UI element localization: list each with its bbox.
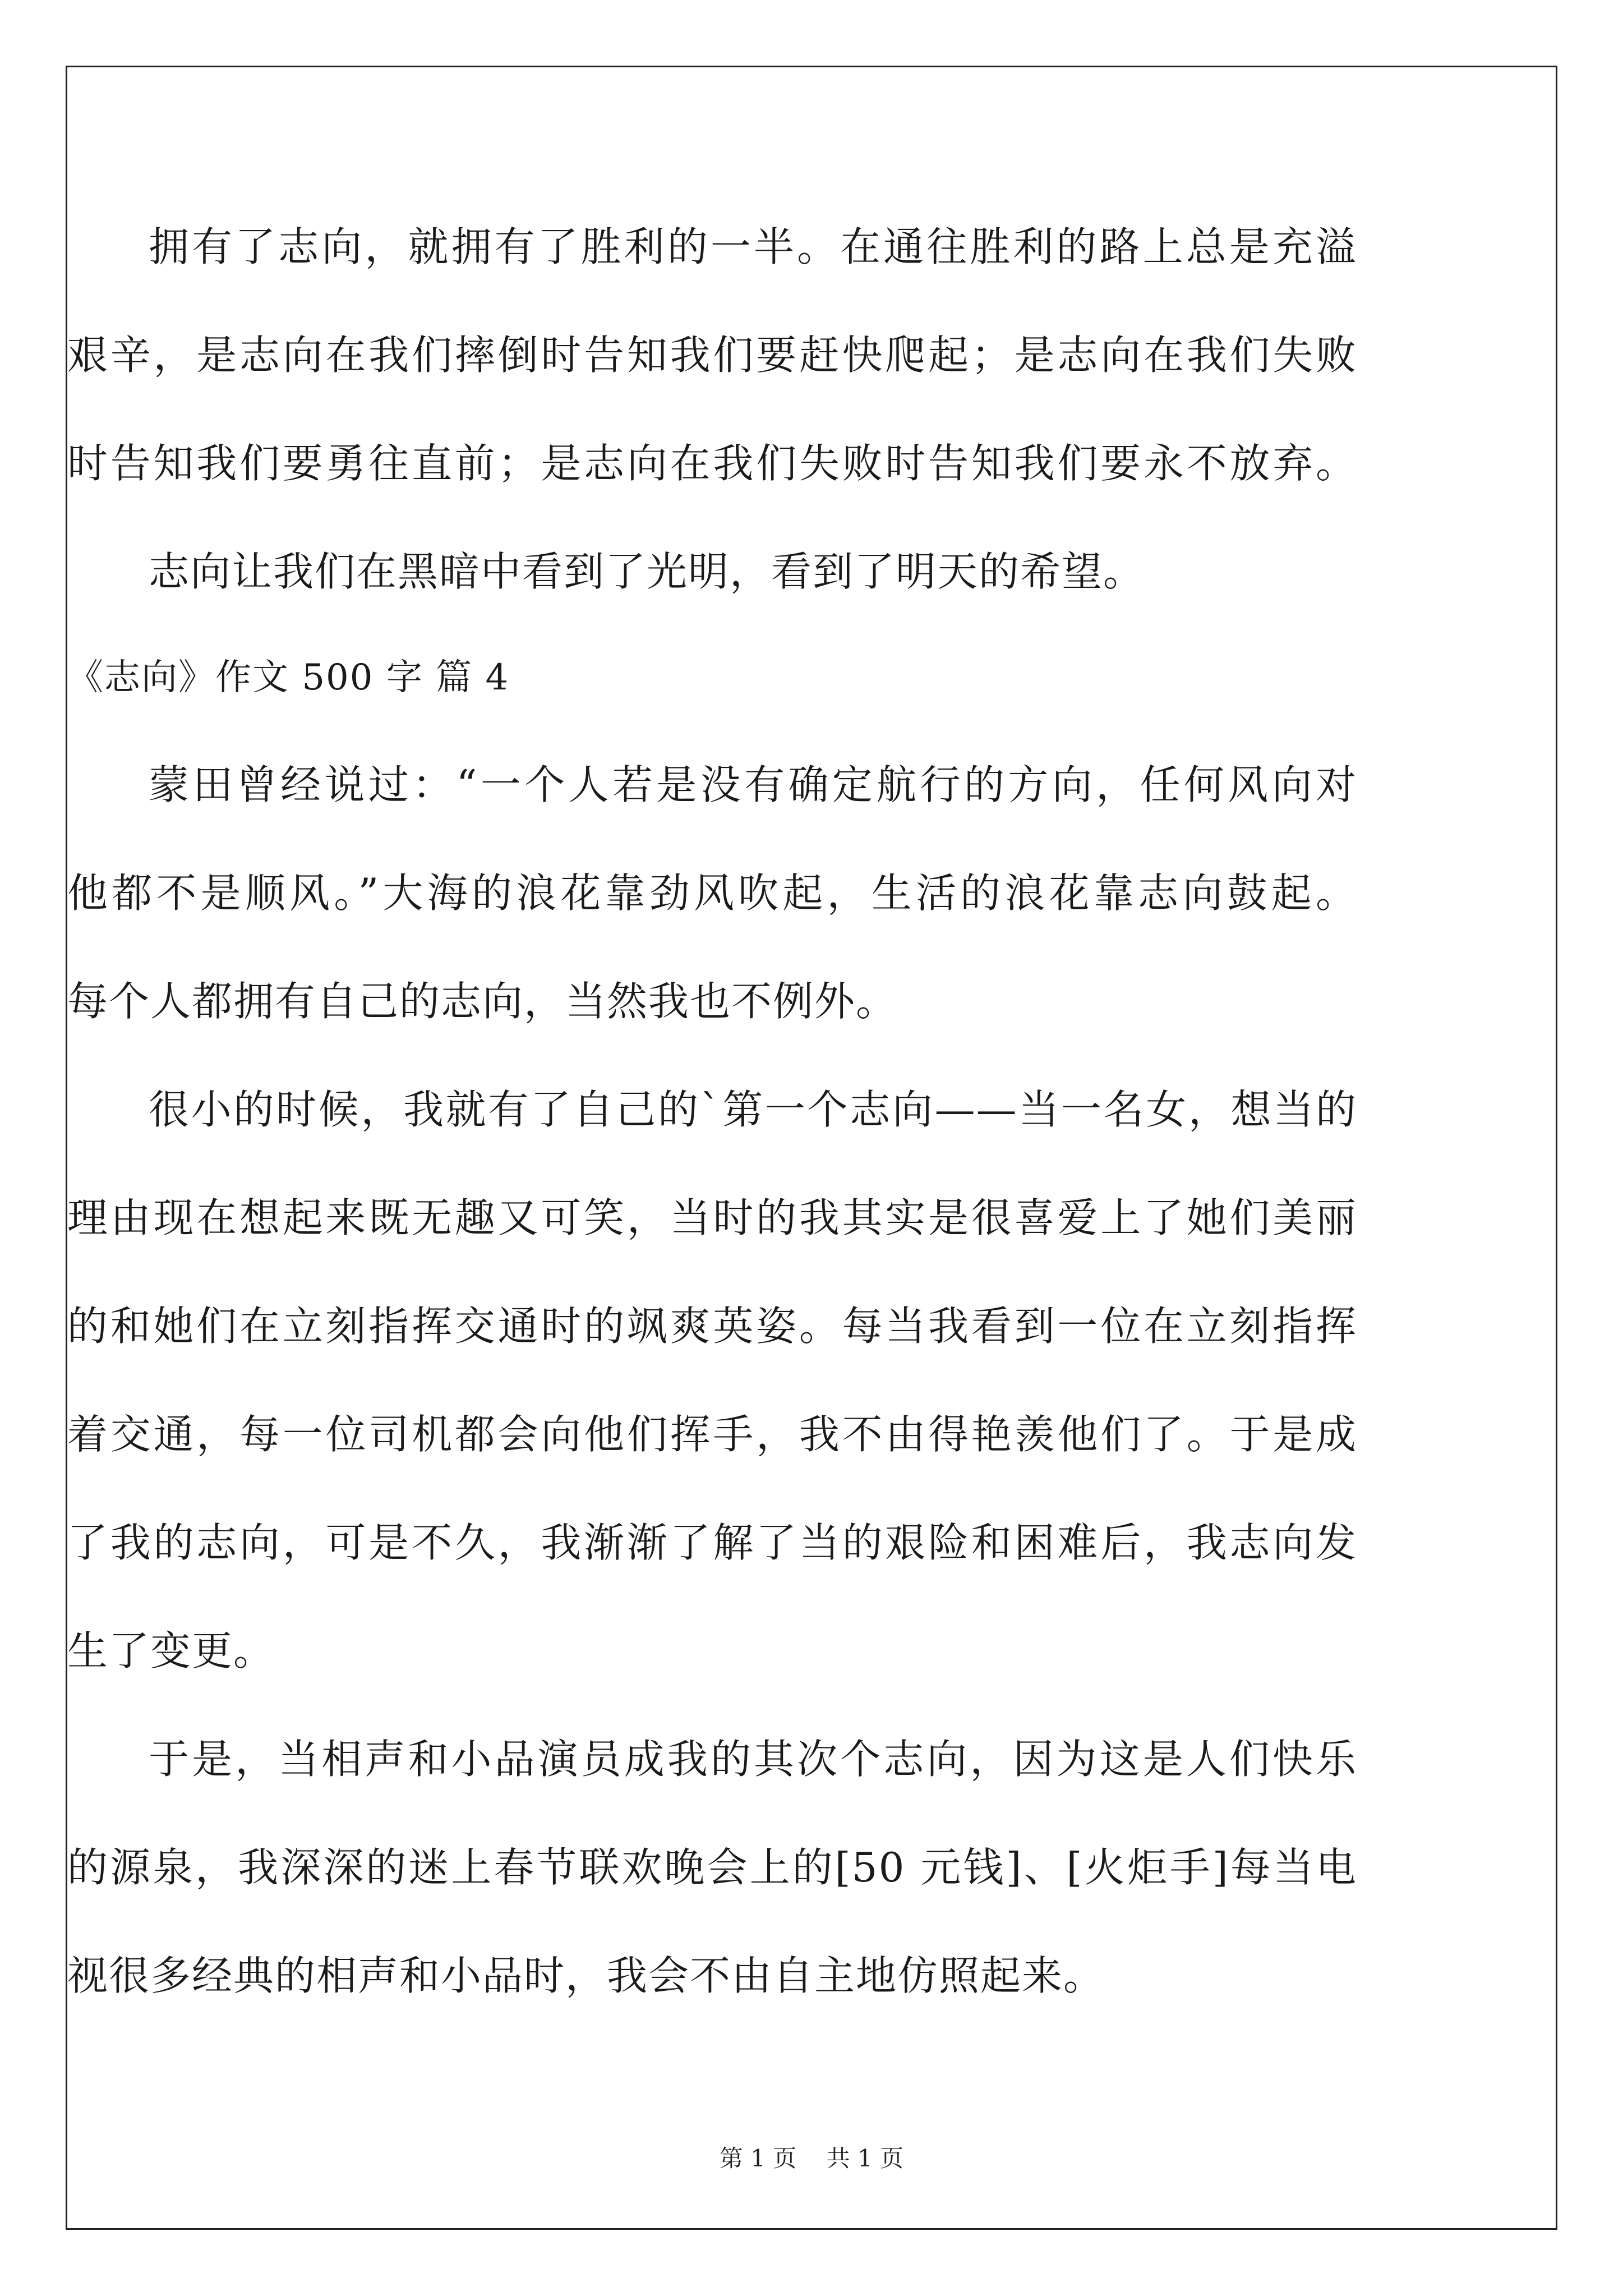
paragraph-5-line-3: 视很多经典的相声和小品时，我会不由自主地仿照起来。 — [67, 1952, 1105, 1999]
paragraph-2-line-1: 志向让我们在黑暗中看到了光明，看到了明天的希望。 — [149, 548, 1145, 595]
paragraph-3-line-2: 他都不是顺风。”大海的浪花靠劲风吹起，生活的浪花靠志向鼓起。 — [67, 869, 1357, 917]
paragraph-4-line-6: 生了变更。 — [67, 1627, 275, 1674]
section-heading: 《志向》作文 500 字 篇 4 — [67, 657, 510, 698]
page-number-footer: 第 1 页 共 1 页 — [719, 2145, 904, 2172]
paragraph-4-line-2: 理由现在想起来既无趣又可笑，当时的我其实是很喜爱上了她们美丽 — [67, 1194, 1357, 1241]
page-border — [66, 66, 1557, 2230]
paragraph-1-line-2: 艰辛，是志向在我们摔倒时告知我们要赶快爬起；是志向在我们失败 — [67, 332, 1357, 379]
paragraph-3-line-1: 蒙田曾经说过：“一个人若是没有确定航行的方向，任何风向对 — [149, 761, 1357, 808]
paragraph-3-line-3: 每个人都拥有自己的志向，当然我也不例外。 — [67, 978, 898, 1025]
paragraph-5-line-2: 的源泉，我深深的迷上春节联欢晚会上的[50 元钱]、[火炬手]每当电 — [67, 1844, 1357, 1891]
paragraph-1-line-3: 时告知我们要勇往直前；是志向在我们失败时告知我们要永不放弃。 — [67, 440, 1357, 487]
paragraph-4-line-3: 的和她们在立刻指挥交通时的飒爽英姿。每当我看到一位在立刻指挥 — [67, 1303, 1357, 1350]
paragraph-5-line-1: 于是，当相声和小品演员成我的其次个志向，因为这是人们快乐 — [149, 1736, 1357, 1783]
paragraph-4-line-1: 很小的时候，我就有了自己的`第一个志向——当一名女，想当的 — [149, 1086, 1357, 1133]
paragraph-1-line-1: 拥有了志向，就拥有了胜利的一半。在通往胜利的路上总是充溢 — [149, 223, 1357, 270]
paragraph-4-line-4: 着交通，每一位司机都会向他们挥手，我不由得艳羡他们了。于是成 — [67, 1411, 1357, 1458]
paragraph-4-line-5: 了我的志向，可是不久，我渐渐了解了当的艰险和困难后，我志向发 — [67, 1519, 1357, 1566]
